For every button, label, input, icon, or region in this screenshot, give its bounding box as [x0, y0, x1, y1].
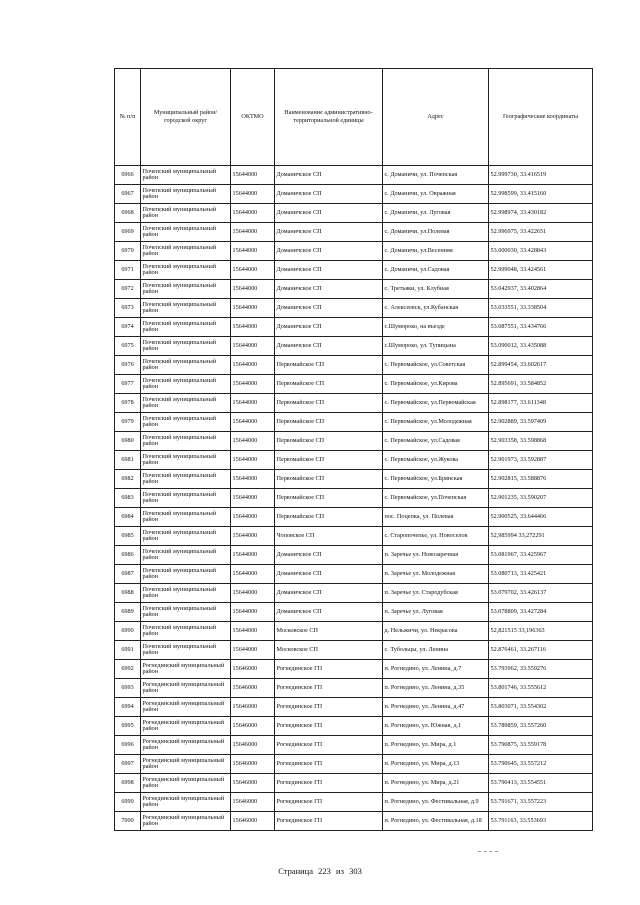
cell-municipality: Почепский муниципальный район — [141, 622, 231, 641]
cell-oktmo: 15644000 — [231, 546, 275, 565]
cell-coords: 53.790413, 33.554551 — [489, 774, 593, 793]
cell-oktmo: 15644000 — [231, 318, 275, 337]
cell-oktmo: 15644000 — [231, 565, 275, 584]
cell-coords: 53.803071, 33.554302 — [489, 698, 593, 717]
cell-address: с.Шумороко, ул. Тупицына — [383, 337, 489, 356]
cell-address: с. Доманичи, ул. Овражная — [383, 185, 489, 204]
cell-num: 6969 — [115, 223, 141, 242]
cell-oktmo: 15644000 — [231, 394, 275, 413]
cell-oktmo: 15646000 — [231, 793, 275, 812]
cell-admin-unit: Рогнединское ГП — [275, 736, 383, 755]
table-row — [115, 204, 593, 223]
table-row — [115, 698, 593, 717]
table-row — [115, 223, 593, 242]
cell-oktmo: 15646000 — [231, 774, 275, 793]
cell-address: с. Доманичи, ул. Луговая — [383, 204, 489, 223]
cell-address: с. Первомайское, ул.Садовая — [383, 432, 489, 451]
page-footer — [0, 866, 640, 876]
cell-address: п. Рогнедино, ул. Мира, д.1 — [383, 736, 489, 755]
cell-address: с. Первомайское, ул.Жукова — [383, 451, 489, 470]
table-row — [115, 793, 593, 812]
cell-admin-unit: Рогнединское ГП — [275, 812, 383, 831]
scan-mark — [478, 851, 498, 852]
cell-num: 6998 — [115, 774, 141, 793]
cell-coords: 52.902889, 33.597409 — [489, 413, 593, 432]
cell-num: 6991 — [115, 641, 141, 660]
table-row — [115, 755, 593, 774]
cell-municipality: Рогнединский муниципальный район — [141, 793, 231, 812]
table-row — [115, 451, 593, 470]
cell-admin-unit: Рогнединское ГП — [275, 755, 383, 774]
cell-admin-unit: Доманичское СП — [275, 223, 383, 242]
cell-municipality: Почепский муниципальный район — [141, 394, 231, 413]
cell-admin-unit: Доманичское СП — [275, 204, 383, 223]
cell-municipality: Почепский муниципальный район — [141, 489, 231, 508]
footer-page-current: 223 — [318, 866, 331, 876]
cell-municipality: Почепский муниципальный район — [141, 223, 231, 242]
cell-address: д. Нельжичи, ул. Некрасова — [383, 622, 489, 641]
header-oktmo: ОКТМО — [231, 69, 275, 166]
cell-num: 6975 — [115, 337, 141, 356]
cell-oktmo: 15646000 — [231, 717, 275, 736]
cell-admin-unit: Первомайское СП — [275, 394, 383, 413]
cell-address: с. Тубольцы, ул. Ленина — [383, 641, 489, 660]
header-num: № п/п — [115, 69, 141, 166]
cell-municipality: Почепский муниципальный район — [141, 204, 231, 223]
table-row — [115, 356, 593, 375]
cell-num: 6988 — [115, 584, 141, 603]
cell-admin-unit: Доманичское СП — [275, 584, 383, 603]
cell-num: 6978 — [115, 394, 141, 413]
cell-address: с. Доманичи, ул.Полевая — [383, 223, 489, 242]
cell-coords: 52.876461, 33.267116 — [489, 641, 593, 660]
cell-num: 6974 — [115, 318, 141, 337]
cell-num: 6990 — [115, 622, 141, 641]
cell-coords: 52.895691, 33.584852 — [489, 375, 593, 394]
table-row — [115, 185, 593, 204]
cell-address: пос. Поцепка, ул. Полевая — [383, 508, 489, 527]
cell-oktmo: 15644000 — [231, 527, 275, 546]
cell-coords: 52,985994 33,272291 — [489, 527, 593, 546]
cell-coords: 53.000030, 33.428843 — [489, 242, 593, 261]
table-row — [115, 641, 593, 660]
cell-num: 6992 — [115, 660, 141, 679]
cell-oktmo: 15644000 — [231, 166, 275, 185]
cell-num: 6977 — [115, 375, 141, 394]
cell-admin-unit: Доманичское СП — [275, 318, 383, 337]
header-address: Адрес — [383, 69, 489, 166]
cell-address: с. Первомайское, ул.Кирова — [383, 375, 489, 394]
cell-oktmo: 15644000 — [231, 641, 275, 660]
cell-oktmo: 15644000 — [231, 584, 275, 603]
header-coords: Географические координаты — [489, 69, 593, 166]
cell-municipality: Почепский муниципальный район — [141, 641, 231, 660]
cell-coords: 53.791163, 33.553693 — [489, 812, 593, 831]
cell-admin-unit: Доманичское СП — [275, 242, 383, 261]
cell-coords: 53.080713, 33.425421 — [489, 565, 593, 584]
cell-municipality: Почепский муниципальный район — [141, 584, 231, 603]
cell-address: п. Рогнедино, ул. Южная, д.1 — [383, 717, 489, 736]
cell-address: п. Рогнедино, ул. Мира, д.21 — [383, 774, 489, 793]
cell-municipality: Почепский муниципальный район — [141, 546, 231, 565]
table-row — [115, 394, 593, 413]
cell-address: п. Рогнедино, ул. Ленина, д.47 — [383, 698, 489, 717]
cell-coords: 52.902815, 33.588876 — [489, 470, 593, 489]
cell-municipality: Почепский муниципальный район — [141, 527, 231, 546]
cell-coords: 53.079702, 33.426137 — [489, 584, 593, 603]
table-row — [115, 280, 593, 299]
cell-num: 6984 — [115, 508, 141, 527]
cell-num: 6971 — [115, 261, 141, 280]
cell-municipality: Почепский муниципальный район — [141, 299, 231, 318]
cell-admin-unit: Рогнединское ГП — [275, 660, 383, 679]
cell-num: 6986 — [115, 546, 141, 565]
cell-coords: 53.790645, 33.557212 — [489, 755, 593, 774]
cell-municipality: Почепский муниципальный район — [141, 318, 231, 337]
cell-municipality: Рогнединский муниципальный район — [141, 660, 231, 679]
cell-num: 6996 — [115, 736, 141, 755]
cell-address: с. Старопочепье, ул. Новоселов — [383, 527, 489, 546]
footer-page-total: 303 — [349, 866, 362, 876]
cell-oktmo: 15644000 — [231, 489, 275, 508]
cell-admin-unit: Доманичское СП — [275, 185, 383, 204]
cell-address: с. Первомайское, ул.Советская — [383, 356, 489, 375]
cell-admin-unit: Рогнединское ГП — [275, 698, 383, 717]
cell-num: 6979 — [115, 413, 141, 432]
cell-admin-unit: Первомайское СП — [275, 508, 383, 527]
cell-admin-unit: Доманичское СП — [275, 280, 383, 299]
cell-municipality: Почепский муниципальный район — [141, 185, 231, 204]
cell-coords: 52.898177, 33.611348 — [489, 394, 593, 413]
cell-num: 6981 — [115, 451, 141, 470]
cell-address: п. Заречье ул. Новозаречная — [383, 546, 489, 565]
cell-num: 6967 — [115, 185, 141, 204]
cell-oktmo: 15644000 — [231, 622, 275, 641]
cell-address: с. Доманичи, ул.Садовая — [383, 261, 489, 280]
table-body — [115, 166, 593, 831]
cell-oktmo: 15644000 — [231, 508, 275, 527]
cell-num: 6995 — [115, 717, 141, 736]
cell-admin-unit: Первомайское СП — [275, 375, 383, 394]
cell-num: 6982 — [115, 470, 141, 489]
table-row — [115, 527, 593, 546]
table-row — [115, 736, 593, 755]
cell-address: п. Рогнедино, ул. Фестивальная, д.9 — [383, 793, 489, 812]
cell-oktmo: 15644000 — [231, 413, 275, 432]
cell-coords: 52.903358, 33.598868 — [489, 432, 593, 451]
cell-coords: 53.087551, 33.434766 — [489, 318, 593, 337]
footer-page-word: Страница — [278, 866, 314, 876]
table-row — [115, 812, 593, 831]
cell-municipality: Почепский муниципальный район — [141, 603, 231, 622]
cell-num: 6983 — [115, 489, 141, 508]
cell-num: 6980 — [115, 432, 141, 451]
cell-oktmo: 15646000 — [231, 660, 275, 679]
cell-municipality: Почепский муниципальный район — [141, 242, 231, 261]
cell-municipality: Почепский муниципальный район — [141, 375, 231, 394]
cell-admin-unit: Московское СП — [275, 641, 383, 660]
cell-municipality: Рогнединский муниципальный район — [141, 717, 231, 736]
table-row — [115, 375, 593, 394]
cell-num: 6994 — [115, 698, 141, 717]
cell-oktmo: 15644000 — [231, 280, 275, 299]
cell-num: 6972 — [115, 280, 141, 299]
cell-admin-unit: Первомайское СП — [275, 413, 383, 432]
cell-coords: 52.999730, 33.416519 — [489, 166, 593, 185]
cell-admin-unit: Первомайское СП — [275, 489, 383, 508]
table-row — [115, 774, 593, 793]
cell-coords: 53.042937, 33.402864 — [489, 280, 593, 299]
cell-coords: 52.899454, 33.602617 — [489, 356, 593, 375]
cell-oktmo: 15644000 — [231, 185, 275, 204]
cell-oktmo: 15646000 — [231, 755, 275, 774]
table-row — [115, 622, 593, 641]
cell-address: с.Шумороко, на въезде — [383, 318, 489, 337]
cell-oktmo: 15644000 — [231, 261, 275, 280]
cell-municipality: Рогнединский муниципальный район — [141, 774, 231, 793]
cell-coords: 52.901973, 33.592887 — [489, 451, 593, 470]
table-row — [115, 489, 593, 508]
cell-oktmo: 15644000 — [231, 356, 275, 375]
cell-num: 6997 — [115, 755, 141, 774]
table-row — [115, 603, 593, 622]
cell-admin-unit: Первомайское СП — [275, 356, 383, 375]
cell-num: 6970 — [115, 242, 141, 261]
cell-oktmo: 15644000 — [231, 299, 275, 318]
cell-address: п. Заречье ул. Молодежная — [383, 565, 489, 584]
table-row — [115, 470, 593, 489]
cell-address: с. Алексеевск, ул.Кубанская — [383, 299, 489, 318]
cell-admin-unit: Доманичское СП — [275, 546, 383, 565]
cell-address: с. Доманичи, ул. Почепская — [383, 166, 489, 185]
cell-oktmo: 15646000 — [231, 698, 275, 717]
table-row — [115, 565, 593, 584]
table-row — [115, 261, 593, 280]
cell-oktmo: 15644000 — [231, 204, 275, 223]
cell-municipality: Почепский муниципальный район — [141, 413, 231, 432]
cell-municipality: Почепский муниципальный район — [141, 565, 231, 584]
footer-of-word: из — [336, 866, 344, 876]
cell-municipality: Почепский муниципальный район — [141, 508, 231, 527]
cell-oktmo: 15646000 — [231, 679, 275, 698]
cell-admin-unit: Рогнединское ГП — [275, 793, 383, 812]
cell-coords: 53.793962, 33.559276 — [489, 660, 593, 679]
table-row — [115, 717, 593, 736]
cell-address: с. Первомайское, ул.Брянская — [383, 470, 489, 489]
cell-address: с. Первомайское, ул.Почепская — [383, 489, 489, 508]
cell-coords: 53.081967, 33.425967 — [489, 546, 593, 565]
table-row — [115, 242, 593, 261]
table-row — [115, 508, 593, 527]
cell-municipality: Рогнединский муниципальный район — [141, 698, 231, 717]
cell-municipality: Почепский муниципальный район — [141, 166, 231, 185]
table-row — [115, 546, 593, 565]
cell-coords: 52.999048, 33.424561 — [489, 261, 593, 280]
cell-oktmo: 15644000 — [231, 242, 275, 261]
cell-admin-unit: Рогнединское ГП — [275, 717, 383, 736]
cell-oktmo: 15644000 — [231, 223, 275, 242]
cell-coords: 52.996975, 33.422651 — [489, 223, 593, 242]
cell-coords: 53.791671, 33.557223 — [489, 793, 593, 812]
cell-oktmo: 15644000 — [231, 432, 275, 451]
cell-admin-unit: Первомайское СП — [275, 470, 383, 489]
cell-oktmo: 15644000 — [231, 375, 275, 394]
header-row — [115, 69, 593, 166]
cell-num: 6987 — [115, 565, 141, 584]
cell-municipality: Почепский муниципальный район — [141, 470, 231, 489]
cell-coords: 53.801746, 33.555612 — [489, 679, 593, 698]
cell-coords: 52.901235, 33.590207 — [489, 489, 593, 508]
cell-admin-unit: Московское СП — [275, 622, 383, 641]
cell-admin-unit: Доманичское СП — [275, 261, 383, 280]
cell-admin-unit: Доманичское СП — [275, 565, 383, 584]
cell-oktmo: 15644000 — [231, 470, 275, 489]
cell-address: п. Рогнедино, ул. Ленина, д.35 — [383, 679, 489, 698]
table-row — [115, 166, 593, 185]
cell-num: 6985 — [115, 527, 141, 546]
cell-address: п. Рогнедино, ул. Фестивальная, д.18 — [383, 812, 489, 831]
cell-municipality: Рогнединский муниципальный район — [141, 736, 231, 755]
cell-address: п. Рогнедино, ул. Мира, д.13 — [383, 755, 489, 774]
table-header — [115, 69, 593, 166]
cell-admin-unit: Рогнединское ГП — [275, 679, 383, 698]
cell-municipality: Почепский муниципальный район — [141, 261, 231, 280]
cell-num: 6999 — [115, 793, 141, 812]
cell-oktmo: 15644000 — [231, 451, 275, 470]
cell-num: 6976 — [115, 356, 141, 375]
cell-municipality: Рогнединский муниципальный район — [141, 679, 231, 698]
cell-admin-unit: Доманичское СП — [275, 603, 383, 622]
table-row — [115, 337, 593, 356]
cell-municipality: Почепский муниципальный район — [141, 337, 231, 356]
cell-municipality: Почепский муниципальный район — [141, 432, 231, 451]
registry-table — [114, 68, 593, 831]
cell-admin-unit: Доманичское СП — [275, 337, 383, 356]
table-row — [115, 660, 593, 679]
cell-num: 6993 — [115, 679, 141, 698]
header-municipality: Муниципальный район/городской округ — [141, 69, 231, 166]
cell-address: с. Первомайское, ул.Первомайская — [383, 394, 489, 413]
table-row — [115, 299, 593, 318]
cell-coords: 52.998974, 33.430182 — [489, 204, 593, 223]
table-row — [115, 584, 593, 603]
cell-coords: 53.078809, 33.427284 — [489, 603, 593, 622]
cell-oktmo: 15644000 — [231, 603, 275, 622]
cell-coords: 52.900525, 33.644466 — [489, 508, 593, 527]
cell-num: 6973 — [115, 299, 141, 318]
cell-coords: 52.998599, 33.415160 — [489, 185, 593, 204]
cell-address: с. Третьяки, ул. Клубная — [383, 280, 489, 299]
cell-address: п. Заречье ул. Луговая — [383, 603, 489, 622]
cell-coords: 53.033551, 33.338504 — [489, 299, 593, 318]
cell-oktmo: 15646000 — [231, 812, 275, 831]
cell-municipality: Рогнединский муниципальный район — [141, 812, 231, 831]
table-row — [115, 413, 593, 432]
cell-coords: 53.090012, 33.435088 — [489, 337, 593, 356]
cell-num: 6966 — [115, 166, 141, 185]
cell-municipality: Почепский муниципальный район — [141, 280, 231, 299]
cell-coords: 53.790875, 33.559178 — [489, 736, 593, 755]
header-admin-unit: Наименование административно-территориальной единицы — [275, 69, 383, 166]
cell-num: 7000 — [115, 812, 141, 831]
table-row — [115, 432, 593, 451]
cell-num: 6968 — [115, 204, 141, 223]
cell-address: п. Рогнедино, ул. Ленина, д.7 — [383, 660, 489, 679]
cell-coords: 53.789859, 33.557260 — [489, 717, 593, 736]
cell-admin-unit: Первомайское СП — [275, 451, 383, 470]
cell-num: 6989 — [115, 603, 141, 622]
cell-municipality: Почепский муниципальный район — [141, 356, 231, 375]
cell-admin-unit: Рогнединское ГП — [275, 774, 383, 793]
cell-address: с. Доманичи, ул.Весенняя — [383, 242, 489, 261]
cell-municipality: Почепский муниципальный район — [141, 451, 231, 470]
cell-admin-unit: Доманичское СП — [275, 166, 383, 185]
cell-admin-unit: Доманичское СП — [275, 299, 383, 318]
cell-coords: 52,821515 33,196363 — [489, 622, 593, 641]
cell-oktmo: 15646000 — [231, 736, 275, 755]
cell-admin-unit: Первомайское СП — [275, 432, 383, 451]
cell-admin-unit: Чоповское СП — [275, 527, 383, 546]
cell-municipality: Рогнединский муниципальный район — [141, 755, 231, 774]
cell-oktmo: 15644000 — [231, 337, 275, 356]
cell-address: п. Заречье ул. Стародубская — [383, 584, 489, 603]
table-row — [115, 318, 593, 337]
table-row — [115, 679, 593, 698]
cell-address: с. Первомайское, ул.Молодежная — [383, 413, 489, 432]
